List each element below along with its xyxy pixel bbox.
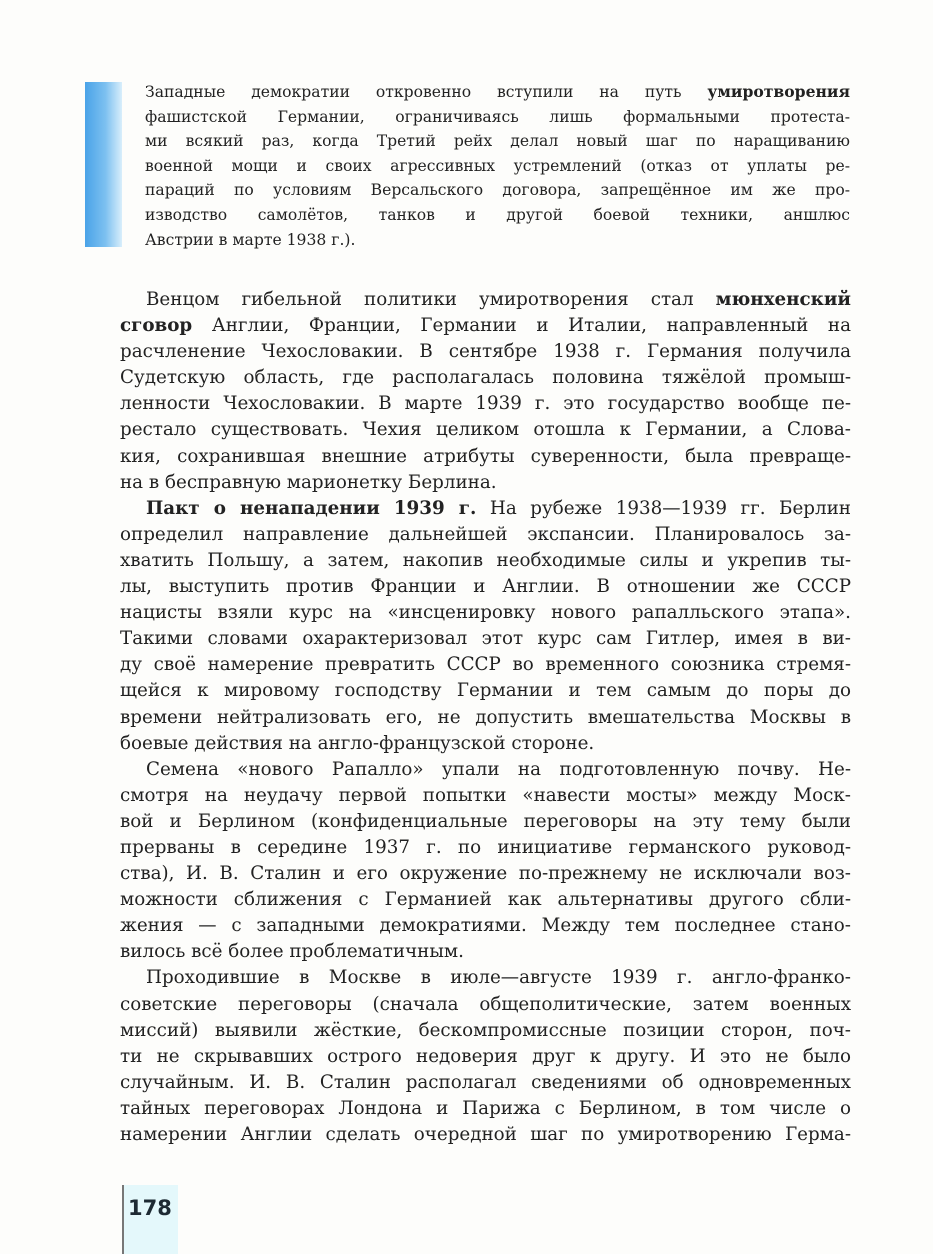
text-line bbox=[120, 757, 851, 783]
main-text bbox=[120, 287, 851, 1148]
text-line bbox=[120, 417, 851, 443]
text-run: Западные демократии откровенно вступили на путь bbox=[145, 83, 708, 101]
page-number: 178 bbox=[128, 1196, 172, 1220]
text-run: Венцом гибельной политики умиротворения стал bbox=[146, 289, 716, 310]
text-run: советские переговоры (сначала общеполитические, затем военных bbox=[120, 993, 851, 1015]
text-line bbox=[120, 626, 851, 652]
text-run: намерении Англии сделать очередной шаг по умиротворению Герма- bbox=[120, 1124, 851, 1145]
text-run: лы, выступить против Франции и Англии. В отношении же СССР bbox=[120, 576, 851, 598]
bold-term: Пакт о ненападении 1939 г. bbox=[146, 497, 477, 519]
text-line bbox=[120, 444, 851, 470]
text-run: определил направление дальнейшей экспансии. Планировалось за- bbox=[120, 523, 851, 545]
text-line bbox=[120, 705, 851, 731]
text-run: можности сближения с Германией как альтернативы другого сбли- bbox=[120, 889, 851, 911]
text-line bbox=[120, 1018, 851, 1044]
text-line bbox=[120, 1096, 851, 1122]
text-run: миссий) выявили жёсткие, бескомпромиссные позиции сторон, поч- bbox=[120, 1019, 851, 1041]
text-run: кия, сохранившая внешние атрибуты суверенности, была превраще- bbox=[120, 445, 851, 467]
text-line bbox=[120, 287, 851, 313]
text-line bbox=[120, 574, 851, 600]
text-line bbox=[120, 522, 851, 548]
text-run: ти не скрывавших острого недоверия друг к другу. И это не было bbox=[120, 1045, 851, 1067]
text-run: смотря на неудачу первой попытки «навести мосты» между Моск- bbox=[120, 784, 851, 806]
paragraph bbox=[120, 496, 851, 757]
sidebar-line bbox=[145, 228, 850, 253]
text-run: ду своё намерение превратить СССР во временного союзника стремя- bbox=[120, 654, 851, 676]
text-line bbox=[120, 861, 851, 887]
text-run: На рубеже 1938—1939 гг. Берлин bbox=[476, 497, 851, 519]
text-run: рестало существовать. Чехия целиком отошла к Германии, а Слова- bbox=[120, 419, 851, 441]
text-line bbox=[120, 470, 851, 496]
paragraph bbox=[120, 757, 851, 966]
text-run: изводство самолётов, танков и другой боевой техники, аншлюс bbox=[145, 205, 850, 224]
text-run: Англии, Франции, Германии и Италии, направленный на bbox=[192, 315, 851, 337]
bold-term: умиротворения bbox=[707, 82, 850, 101]
text-run: тайных переговорах Лондона и Парижа с Берлином, в том числе о bbox=[120, 1097, 851, 1119]
text-line bbox=[120, 391, 851, 417]
text-run: расчленение Чехословакии. В сентябре 1938 г. Германия получила bbox=[120, 341, 851, 363]
text-run: Австрии в марте 1938 г.). bbox=[145, 230, 356, 249]
sidebar-line bbox=[145, 203, 850, 228]
text-line bbox=[120, 965, 851, 991]
text-run: Проходившие в Москве в июле—августе 1939 г. англо-франко- bbox=[146, 967, 851, 989]
text-line bbox=[120, 731, 851, 757]
text-line bbox=[120, 600, 851, 626]
text-line bbox=[120, 809, 851, 835]
text-line bbox=[120, 887, 851, 913]
bold-term: сговор bbox=[120, 315, 193, 337]
sidebar-line bbox=[145, 154, 850, 179]
text-run: вилось всё более проблематичным. bbox=[120, 941, 464, 963]
text-line bbox=[120, 1122, 851, 1148]
text-run: случайным. И. В. Сталин располагал сведениями об одновременных bbox=[120, 1071, 851, 1093]
bold-term: мюнхенский bbox=[715, 289, 851, 310]
text-run: Судетскую область, где располагалась половина тяжёлой промыш- bbox=[120, 367, 851, 389]
sidebar-line bbox=[145, 80, 850, 105]
paragraph bbox=[120, 965, 851, 1148]
paragraph bbox=[120, 287, 851, 496]
text-run: нацисты взяли курс на «инсценировку нового рапалльского этапа». bbox=[120, 602, 851, 624]
text-line bbox=[120, 496, 851, 522]
sidebar-note bbox=[145, 80, 850, 252]
sidebar-line bbox=[145, 129, 850, 154]
text-line bbox=[120, 783, 851, 809]
text-line bbox=[120, 1070, 851, 1096]
text-line bbox=[120, 313, 851, 339]
text-run: Семена «нового Рапалло» упали на подготовленную почву. Не- bbox=[146, 758, 851, 780]
text-line bbox=[120, 1044, 851, 1070]
text-run: прерваны в середине 1937 г. по инициативе германского руковод- bbox=[120, 836, 851, 858]
text-run: фашистской Германии, ограничиваясь лишь формальными протеста- bbox=[145, 107, 850, 126]
text-run: хватить Польшу, а затем, накопив необходимые силы и укрепив ты- bbox=[120, 549, 851, 571]
sidebar-line bbox=[145, 105, 850, 130]
text-run: военной мощи и своих агрессивных устремлений (отказ от уплаты ре- bbox=[145, 156, 850, 175]
text-line bbox=[120, 913, 851, 939]
sidebar-accent-bar bbox=[85, 82, 122, 247]
text-line bbox=[120, 678, 851, 704]
text-run: ства), И. В. Сталин и его окружение по-прежнему не исключали воз- bbox=[120, 863, 851, 885]
text-run: времени нейтрализовать его, не допустить вмешательства Москвы в bbox=[120, 706, 851, 728]
sidebar-line bbox=[145, 178, 850, 203]
text-run: вой и Берлином (конфиденциальные переговоры на эту тему были bbox=[120, 810, 851, 832]
text-run: ми всякий раз, когда Третий рейх делал новый шаг по наращиванию bbox=[145, 132, 850, 151]
text-run: ленности Чехословакии. В марте 1939 г. это государство вообще пе- bbox=[120, 393, 851, 415]
text-run: боевые действия на англо-французской стороне. bbox=[120, 732, 595, 754]
text-line bbox=[120, 939, 851, 965]
text-line bbox=[120, 365, 851, 391]
text-line bbox=[120, 835, 851, 861]
text-line bbox=[120, 548, 851, 574]
text-run: щейся к мировому господству Германии и тем самым до поры до bbox=[120, 680, 851, 702]
text-run: параций по условиям Версальского договора, запрещённое им же про- bbox=[145, 181, 850, 200]
text-run: Такими словами охарактеризовал этот курс сам Гитлер, имея в ви- bbox=[120, 628, 851, 650]
text-line bbox=[120, 652, 851, 678]
text-run: на в бесправную марионетку Берлина. bbox=[120, 471, 497, 493]
text-line bbox=[120, 992, 851, 1018]
text-line bbox=[120, 339, 851, 365]
text-run: жения — с западными демократиями. Между тем последнее стано- bbox=[120, 915, 851, 937]
